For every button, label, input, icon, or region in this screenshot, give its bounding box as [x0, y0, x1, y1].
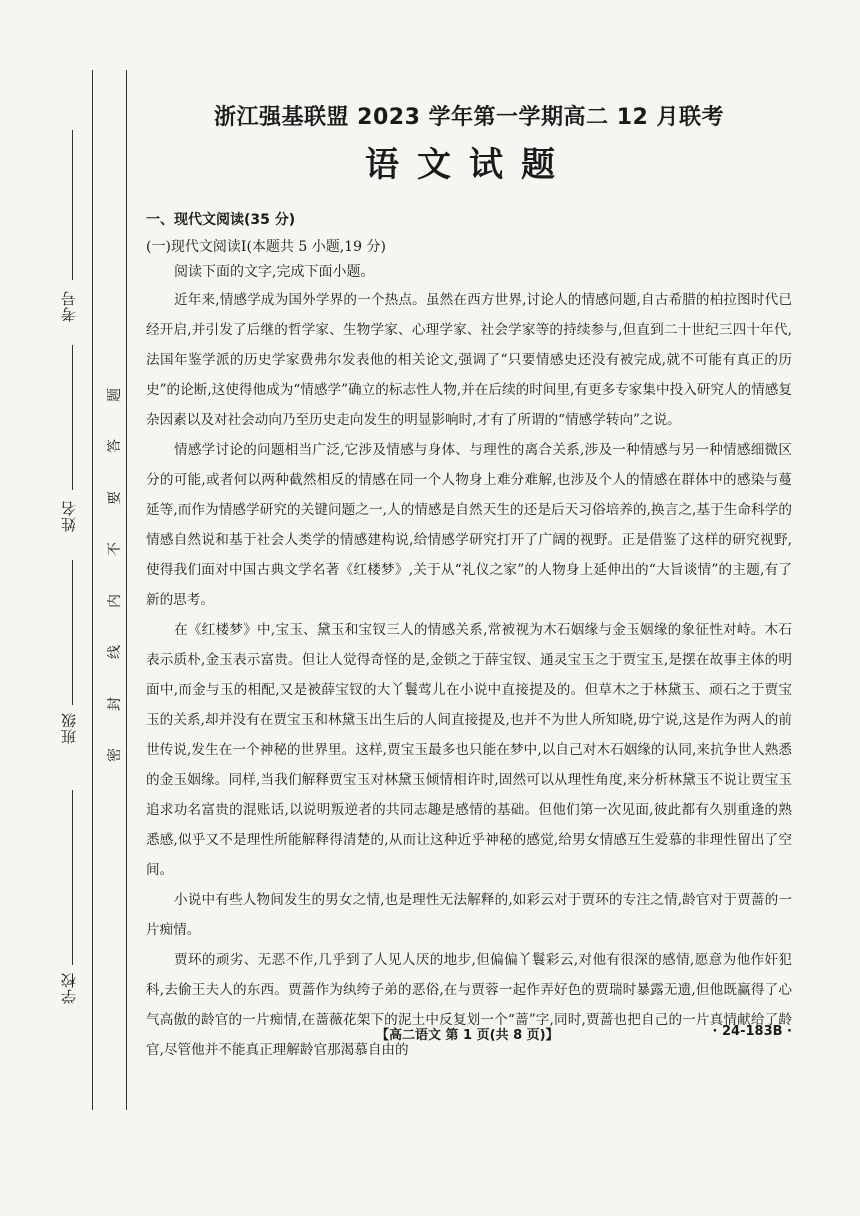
- section-heading: 一、现代文阅读(35 分): [146, 212, 296, 228]
- binding-line-inner: [126, 70, 127, 1110]
- seal-char: 答: [107, 439, 123, 454]
- exam-title: 浙江强基联盟 2023 学年第一学期高二 12 月联考: [214, 105, 724, 130]
- class-blank[interactable]: [72, 560, 73, 705]
- subject-title: 语文试题: [365, 145, 573, 185]
- subsection-heading: (一)现代文阅读Ⅰ(本题共 5 小题,19 分): [146, 239, 386, 255]
- school-label: 学校: [60, 972, 78, 1004]
- passage-paragraph: 近年来,情感学成为国外学界的一个热点。虽然在西方世界,讨论人的情感问题,自古希腊的柏拉图时代已经开启,并引发了后继的哲学家、生物学家、心理学家、社会学家等的持续参与,但直到二十世纪三四十年代,法国年鉴学派的历史学家费弗尔发表他的相关论文,强调了“只要情感史还没有被完成,就不可能有真正的历史”的论断,这使得他成为“情感学”确立的标志性人物,并在后续的时间里,有更多专家集中投入研究人的情感复杂因素以及对社会动向乃至历史走向发生的明显影响时,才有了所谓的“情感学转向”之说。: [146, 292, 792, 428]
- seal-char: 不: [107, 542, 123, 557]
- passage-paragraph: 情感学讨论的问题相当广泛,它涉及情感与身体、与理性的离合关系,涉及一种情感与另一种情感细微区分的可能,或者何以两种截然相反的情感在同一个人物身上难分难解,也涉及个人的情感在群体中的感染与蔓延等,而作为情感学研究的关键问题之一,人的情感是自然天生的还是后天习俗培养的,换言之,基于生命科学的情感自然说和基于社会人类学的情感建构说,给情感学研究打开了广阔的视野。正是借鉴了这样的研究视野,使得我们面对中国古典文学名著《红楼梦》,关于从“礼仪之家”的人物身上延伸出的“大旨谈情”的主题,有了新的思考。: [146, 442, 792, 608]
- reading-instruction: 阅读下面的文字,完成下面小题。: [174, 264, 375, 280]
- binding-line-outer: [92, 70, 93, 1110]
- name-blank[interactable]: [72, 345, 73, 490]
- seal-char: 要: [107, 490, 123, 505]
- exam-paper: [146, 100, 792, 1065]
- page-footer: [146, 1024, 792, 1046]
- name-label: 姓名: [60, 500, 78, 532]
- exam-no-blank[interactable]: [72, 130, 73, 280]
- class-label: 班级: [60, 712, 78, 744]
- reading-passage: [146, 285, 792, 1065]
- school-blank[interactable]: [72, 790, 73, 965]
- page-info: 【高二语文 第 1 页(共 8 页)】: [376, 1028, 559, 1043]
- passage-paragraph: 贾环的顽劣、无恶不作,几乎到了人见人厌的地步,但偏偏丫鬟彩云,对他有很深的感情,愿意为他作奸犯科,去偷王夫人的东西。贾蔷作为纨绔子弟的恶俗,在与贾蓉一起作弄好色的贾瑞时暴露无遗,但他既赢得了心气高傲的龄官的一片痴情,在蔷薇花架下的泥土中反复划一个“蔷”字,同时,贾蔷也把自己的一片真情献给了龄官,尽管他并不能真正理解龄官那渴慕自由的: [146, 952, 792, 1058]
- seal-char: 线: [107, 645, 123, 660]
- passage-paragraph: 小说中有些人物间发生的男女之情,也是理性无法解释的,如彩云对于贾环的专注之情,龄官对于贾蔷的一片痴情。: [146, 892, 792, 938]
- paper-code: · 24-183B ·: [712, 1024, 792, 1039]
- seal-char: 题: [107, 388, 123, 402]
- seal-line-notice: [103, 385, 125, 765]
- passage-paragraph: 在《红楼梦》中,宝玉、黛玉和宝钗三人的情感关系,常被视为木石姻缘与金玉姻缘的象征性对峙。木石表示质朴,金玉表示富贵。但让人觉得奇怪的是,金锁之于薛宝钗、通灵宝玉之于贾宝玉,是摆在故事主体的明面中,而金与玉的相配,又是被薛宝钗的大丫鬟莺儿在小说中直接提及的。但草木之于林黛玉、顽石之于贾宝玉的关系,却并没有在贾宝玉和林黛玉出生后的人间直接提及,也并不为世人所知晓,毋宁说,这是作为两人的前世传说,发生在一个神秘的世界里。这样,贾宝玉最多也只能在梦中,以自己对木石姻缘的认同,来抗争世人熟悉的金玉姻缘。同样,当我们解释贾宝玉对林黛玉倾情相许时,固然可以从理性角度,来分析林黛玉不说让贾宝玉追求功名富贵的混账话,以说明叛逆者的共同志趣是感情的基础。但他们第一次见面,彼此都有久别重逢的熟悉感,似乎又不是理性所能解释得清楚的,从而让这种近乎神秘的感觉,给男女情感互生爱慕的非理性留出了空间。: [146, 622, 792, 878]
- exam-no-label: 考号: [60, 290, 78, 322]
- binding-margin: [0, 0, 130, 1216]
- seal-char: 密: [107, 747, 123, 762]
- seal-char: 内: [107, 593, 123, 608]
- seal-char: 封: [107, 696, 123, 711]
